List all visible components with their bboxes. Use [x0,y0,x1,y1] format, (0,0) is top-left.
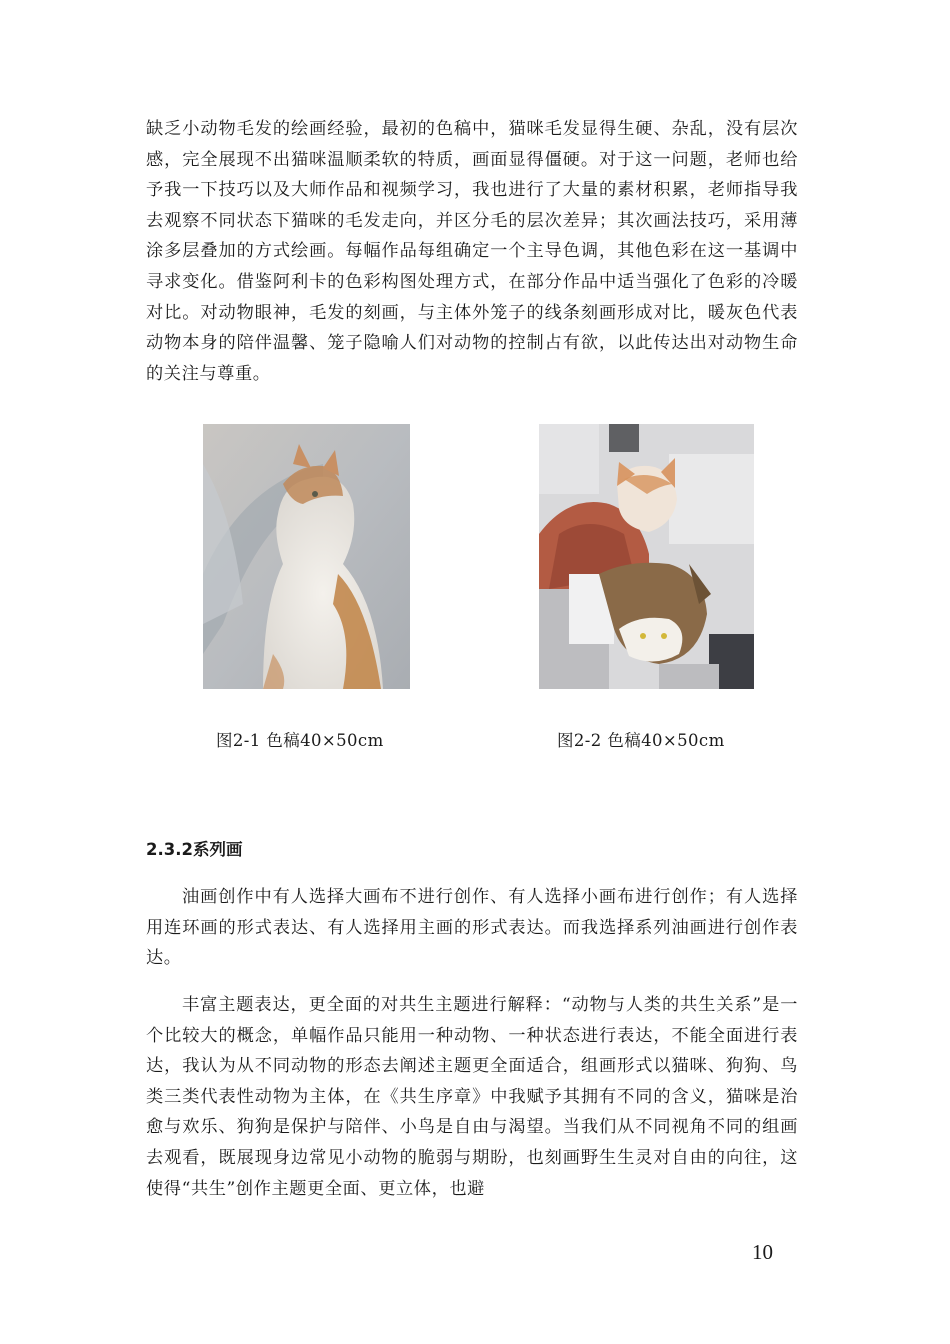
page-number: 10 [752,1240,773,1264]
series-paragraph-2: 丰富主题表达，更全面的对共生主题进行解释：“动物与人类的共生关系”是一个比较大的概念，单幅作品只能用一种动物、一种状态进行表达，不能全面进行表达，我认为从不同动物的形态去阐述主题更全面适合，组画形式以猫咪、狗狗、鸟类三类代表性动物为主体，在《共生序章》中我赋予其拥有不同的含义，猫咪是治愈与欢乐、狗狗是保护与陪伴、小鸟是自由与渴望。当我们从不同视角不同的组画去观看，既展现身边常见小动物的脆弱与期盼，也刻画野生生灵对自由的向往，这使得“共生”创作主题更全面、更立体，也避 [146,995,798,1199]
intro-paragraph: 缺乏小动物毛发的绘画经验，最初的色稿中，猫咪毛发显得生硬、杂乱，没有层次感，完全展现不出猫咪温顺柔软的特质，画面显得僵硬。对于这一问题，老师也给予我一下技巧以及大师作品和视频学习，我也进行了大量的素材积累，老师指导我去观察不同状态下猫咪的毛发走向，并区分毛的层次差异；其次画法技巧，采用薄涂多层叠加的方式绘画。每幅作品每组确定一个主导色调，其他色彩在这一基调中寻求变化。借鉴阿利卡的色彩构图处理方式，在部分作品中适当强化了色彩的冷暖对比。对动物眼神，毛发的刻画，与主体外笼子的线条刻画形成对比，暖灰色代表动物本身的陪伴温馨、笼子隐喻人们对动物的控制占有欲，以此传达出对动物生命的关注与尊重。 [146,119,798,384]
series-paragraph-1: 油画创作中有人选择大画布不进行创作、有人选择小画布进行创作；有人选择用连环画的形式表达、有人选择用主画的形式表达。而我选择系列油画进行创作表达。 [146,887,798,969]
figure-2-1-caption: 图2-1 色稿40×50cm [216,731,384,750]
figure-2-2-caption: 图2-2 色稿40×50cm [557,731,725,750]
section-heading: 2.3.2系列画 [146,840,243,859]
figure-2-1-painting [203,424,410,689]
figure-2-2-painting [539,424,754,689]
